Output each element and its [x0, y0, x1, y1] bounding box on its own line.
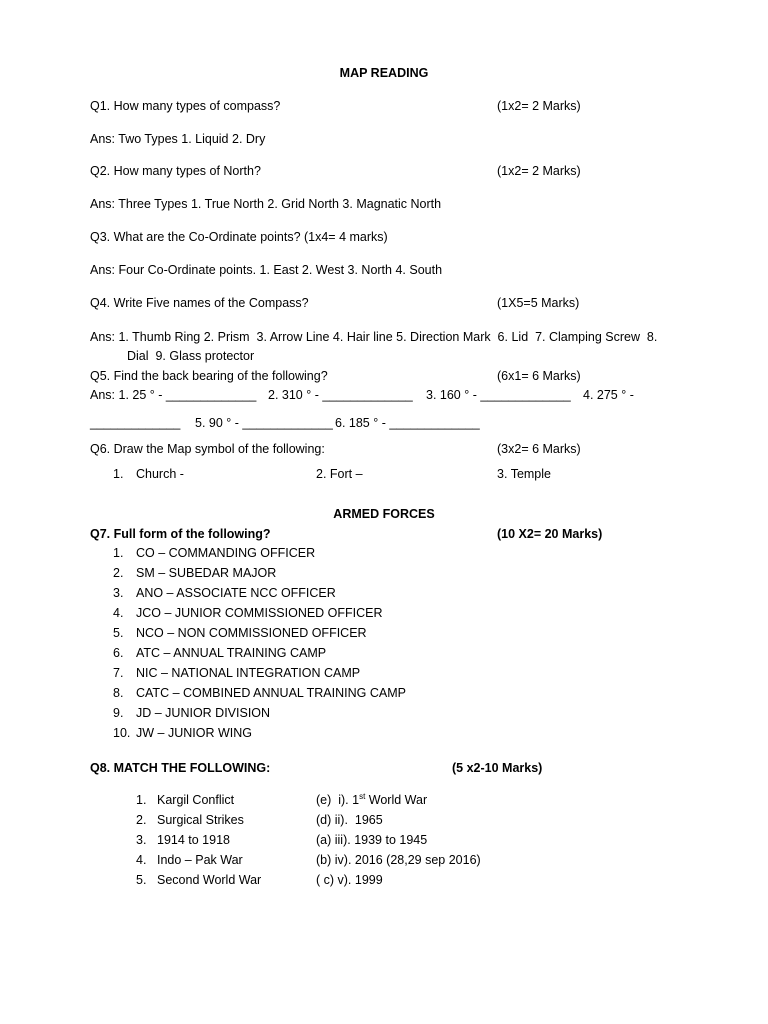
q8-marks: (5 x2-10 Marks) [452, 761, 543, 775]
q6-item-number: 1. [113, 467, 124, 481]
q2-question: Q2. How many types of North? [90, 164, 261, 178]
q6-item-label: Temple [510, 467, 551, 481]
q7-marks: (10 X2= 20 Marks) [497, 527, 603, 541]
q6-item-2 [316, 466, 363, 482]
q7-item-number: 1. [113, 546, 124, 560]
q6-item-label: Fort – [329, 467, 363, 481]
q4-answer-line-1: Ans: 1. Thumb Ring 2. Prism 3. Arrow Line 4. Hair line 5. Direction Mark 6. Lid 7. Clamping Screw 8. [90, 330, 658, 344]
q4-answer-line-2: Dial 9. Glass protector [127, 349, 255, 363]
q8-match-right-suffix: World War [365, 793, 428, 807]
q7-item-text: JW – JUNIOR WING [136, 726, 252, 740]
q5-item-label: 2. 310 ° - [268, 388, 319, 402]
q7-item-text: ANO – ASSOCIATE NCC OFFICER [136, 586, 336, 600]
q6-item-number: 2. [316, 467, 327, 481]
q4-question: Q4. Write Five names of the Compass? [90, 296, 309, 310]
q6-marks: (3x2= 6 Marks) [497, 442, 581, 456]
q5-answer-item-2 [268, 387, 413, 403]
q7-item-number: 4. [113, 606, 124, 620]
q8-match-left: Indo – Pak War [157, 853, 243, 867]
q8-item-number: 5. [136, 873, 147, 887]
q8-match-left: Second World War [157, 873, 262, 887]
section-title-armed-forces: ARMED FORCES [333, 507, 435, 521]
q7-item-number: 2. [113, 566, 124, 580]
q8-match-right: (d) ii). 1965 [316, 813, 383, 827]
q7-item-text: NIC – NATIONAL INTEGRATION CAMP [136, 666, 361, 680]
q1-question: Q1. How many types of compass? [90, 99, 281, 113]
q7-item-number: 7. [113, 666, 124, 680]
q5-answer-blank: _____________ [389, 416, 480, 430]
q3-question: Q3. What are the Co-Ordinate points? (1x4= 4 marks) [90, 230, 388, 244]
q5-item-label: 3. 160 ° - [426, 388, 477, 402]
q7-item-text: ATC – ANNUAL TRAINING CAMP [136, 646, 327, 660]
q5-item-label: 4. 275 ° - [583, 388, 634, 402]
q5-answer-blank: _____________ [242, 416, 333, 430]
q5-item-label: 5. 90 ° - [195, 416, 239, 430]
q7-item-text: JCO – JUNIOR COMMISSIONED OFFICER [136, 606, 383, 620]
q1-answer: Ans: Two Types 1. Liquid 2. Dry [90, 132, 266, 146]
q7-item-number: 5. [113, 626, 124, 640]
q7-item-number: 8. [113, 686, 124, 700]
q8-item-number: 1. [136, 793, 147, 807]
q5-marks: (6x1= 6 Marks) [497, 369, 581, 383]
q8-match-left: Surgical Strikes [157, 813, 244, 827]
q6-item-3 [497, 466, 551, 482]
q8-item-number: 2. [136, 813, 147, 827]
q8-match-right: (b) iv). 2016 (28,29 sep 2016) [316, 853, 481, 867]
q5-answer-item-5 [195, 415, 333, 431]
q8-match-right: ( c) v). 1999 [316, 873, 383, 887]
q7-item-text: CATC – COMBINED ANNUAL TRAINING CAMP [136, 686, 406, 700]
q5-answer-blank: _____________ [165, 388, 257, 402]
q6-question: Q6. Draw the Map symbol of the following: [90, 442, 325, 456]
q8-match-right-text: (e) i). 1 [316, 793, 360, 807]
q5-answer-prefix: Ans: [90, 388, 116, 402]
q7-item-text: CO – COMMANDING OFFICER [136, 546, 316, 560]
q1-marks: (1x2= 2 Marks) [497, 99, 581, 113]
q5-answer-blank: _____________ [322, 388, 413, 402]
q3-answer: Ans: Four Co-Ordinate points. 1. East 2. West 3. North 4. South [90, 263, 443, 277]
q8-match-right: (a) iii). 1939 to 1945 [316, 833, 428, 847]
q2-marks: (1x2= 2 Marks) [497, 164, 581, 178]
q7-item-text: SM – SUBEDAR MAJOR [136, 566, 277, 580]
q7-item-number: 10. [113, 726, 131, 740]
q7-item-number: 9. [113, 706, 124, 720]
q8-match-left: 1914 to 1918 [157, 833, 230, 847]
q2-answer: Ans: Three Types 1. True North 2. Grid North 3. Magnatic North [90, 197, 442, 211]
q7-item-text: JD – JUNIOR DIVISION [136, 706, 271, 720]
q6-item-number: 3. [497, 467, 508, 481]
q5-answer-item-6 [335, 415, 480, 431]
q5-answer-item-3 [426, 387, 571, 403]
q7-item-number: 3. [113, 586, 124, 600]
q5-answer-blank: _____________ [480, 388, 571, 402]
q8-match-right [316, 792, 427, 810]
section-title-map-reading: MAP READING [339, 66, 429, 80]
q5-answer-item-1 [90, 387, 256, 403]
q5-answer-item-4 [583, 387, 634, 403]
q8-match-right-superscript: st [359, 792, 366, 801]
q7-item-number: 6. [113, 646, 124, 660]
q5-answer-item-4-blank [90, 415, 180, 431]
q8-item-number: 3. [136, 833, 147, 847]
q4-marks: (1X5=5 Marks) [497, 296, 580, 310]
q6-item-label: Church - [136, 467, 184, 481]
q5-item-label: 1. 25 ° - [118, 388, 163, 402]
q7-question: Q7. Full form of the following? [90, 527, 271, 541]
q5-answer-blank: _____________ [90, 416, 181, 430]
q8-match-left: Kargil Conflict [157, 793, 235, 807]
q5-question: Q5. Find the back bearing of the following? [90, 369, 328, 383]
q8-item-number: 4. [136, 853, 147, 867]
q7-item-text: NCO – NON COMMISSIONED OFFICER [136, 626, 367, 640]
q5-item-label: 6. 185 ° - [335, 416, 386, 430]
q8-question: Q8. MATCH THE FOLLOWING: [90, 761, 271, 775]
